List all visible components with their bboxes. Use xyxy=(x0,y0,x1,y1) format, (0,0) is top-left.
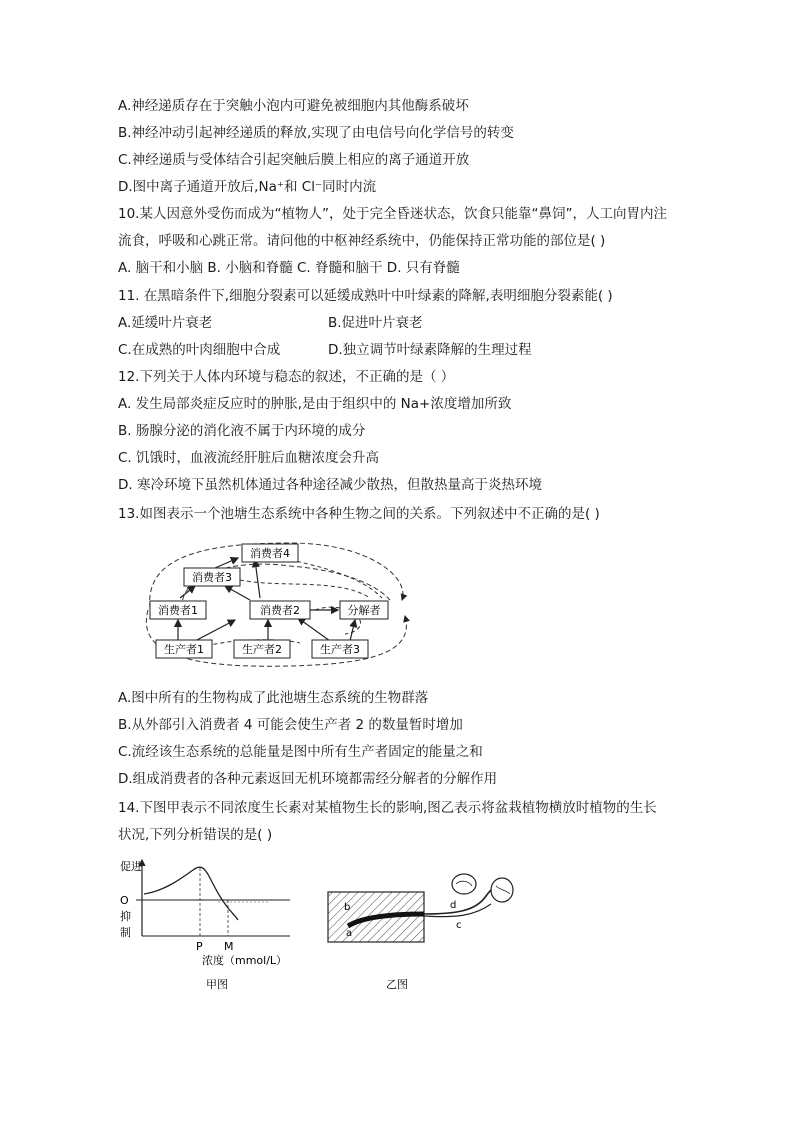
tick-p: P xyxy=(196,940,203,953)
q12-option-c: C. 饥饿时，血液流经肝脏后血糖浓度会升高 xyxy=(118,450,380,466)
svg-text:消费者2: 消费者2 xyxy=(260,604,300,617)
q11-option-c: C.在成熟的叶肉细胞中合成 xyxy=(118,342,281,358)
q13-option-a: A.图中所有的生物构成了此池塘生态系统的生物群落 xyxy=(118,690,429,706)
q13-option-b: B.从外部引入消费者 4 可能会使生产者 2 的数量暂时增加 xyxy=(118,717,463,733)
q11-option-d: D.独立调节叶绿素降解的生理过程 xyxy=(328,342,532,358)
q13-stem: 13.如图表示一个池塘生态系统中各种生物之间的关系。下列叙述中不正确的是( ) xyxy=(118,506,600,522)
q14-stem-line1: 14.下图甲表示不同浓度生长素对某植物生长的影响,图乙表示将盆栽植物横放时植物的生长 xyxy=(118,800,657,816)
y-label-inhibit-1: 抑 xyxy=(120,910,131,923)
x-axis-label: 浓度（mmol/L） xyxy=(202,954,288,967)
q10-options: A. 脑干和小脑 B. 小脑和脊髓 C. 脊髓和脑干 D. 只有脊髓 xyxy=(118,260,460,276)
q9-option-a: A.神经递质存在于突触小泡内可避免被细胞内其他酶系破坏 xyxy=(118,98,469,114)
box-consumer2 xyxy=(250,601,310,619)
origin-label: O xyxy=(120,894,129,907)
graph-yi xyxy=(326,856,526,996)
label-c: c xyxy=(456,920,462,931)
q12-option-a: A. 发生局部炎症反应时的肿胀,是由于组织中的 Na+浓度增加所致 xyxy=(118,396,512,412)
leaf-left xyxy=(452,874,476,894)
y-label-inhibit-2: 制 xyxy=(120,926,131,939)
q13-option-c: C.流经该生态系统的总能量是图中所有生产者固定的能量之和 xyxy=(118,744,483,760)
q11-option-b: B.促进叶片衰老 xyxy=(328,315,423,331)
label-b: b xyxy=(344,902,351,913)
q9-option-c: C.神经递质与受体结合引起突触后膜上相应的离子通道开放 xyxy=(118,152,470,168)
svg-text:分解者: 分解者 xyxy=(347,604,381,617)
q9-option-d: D.图中离子通道开放后,Na⁺和 Cl⁻同时内流 xyxy=(118,179,377,195)
q12-option-b: B. 肠腺分泌的消化液不属于内环境的成分 xyxy=(118,423,366,439)
box-producer3 xyxy=(312,640,368,658)
q12-stem: 12.下列关于人体内环境与稳态的叙述，不正确的是（ ） xyxy=(118,369,455,385)
q14-stem-line2: 状况,下列分析错误的是( ) xyxy=(118,827,273,843)
graph-jia xyxy=(118,856,298,996)
caption-yi: 乙图 xyxy=(386,978,408,991)
svg-text:消费者1: 消费者1 xyxy=(158,604,198,617)
food-web-diagram xyxy=(140,538,440,670)
q13-option-d: D.组成消费者的各种元素返回无机环境都需经分解者的分解作用 xyxy=(118,771,498,787)
box-decomposer xyxy=(340,601,388,619)
svg-text:生产者1: 生产者1 xyxy=(164,643,204,656)
q11-option-a: A.延缓叶片衰老 xyxy=(118,315,213,331)
q10-stem-line2: 流食，呼吸和心跳正常。请问他的中枢神经系统中，仍能保持正常功能的部位是( ) xyxy=(118,233,606,249)
box-consumer4 xyxy=(242,544,298,562)
label-a: a xyxy=(346,928,353,939)
q10-stem-line1: 10.某人因意外受伤而成为“植物人”，处于完全昏迷状态，饮食只能靠“鼻饲”，人工向胃内注 xyxy=(118,206,667,222)
svg-text:消费者3: 消费者3 xyxy=(192,571,232,584)
q9-option-b: B.神经冲动引起神经递质的释放,实现了由电信号向化学信号的转变 xyxy=(118,125,514,141)
growth-curve xyxy=(144,867,238,920)
q12-option-d: D. 寒冷环境下虽然机体通过各种途径减少散热，但散热量高于炎热环境 xyxy=(118,477,542,493)
caption-jia: 甲图 xyxy=(206,978,228,991)
box-producer2 xyxy=(234,640,290,658)
tick-m: M xyxy=(224,940,234,953)
q11-stem: 11. 在黑暗条件下,细胞分裂素可以延缓成熟叶中叶绿素的降解,表明细胞分裂素能( ) xyxy=(118,288,613,304)
box-producer1 xyxy=(156,640,212,658)
plant-stem-lower xyxy=(424,904,491,917)
svg-text:消费者4: 消费者4 xyxy=(250,547,290,560)
label-d: d xyxy=(450,900,457,911)
svg-text:生产者3: 生产者3 xyxy=(320,643,360,656)
box-consumer3 xyxy=(184,568,240,586)
y-label-promote: 促进 xyxy=(120,860,142,873)
box-consumer1 xyxy=(150,601,206,619)
svg-text:生产者2: 生产者2 xyxy=(242,643,282,656)
